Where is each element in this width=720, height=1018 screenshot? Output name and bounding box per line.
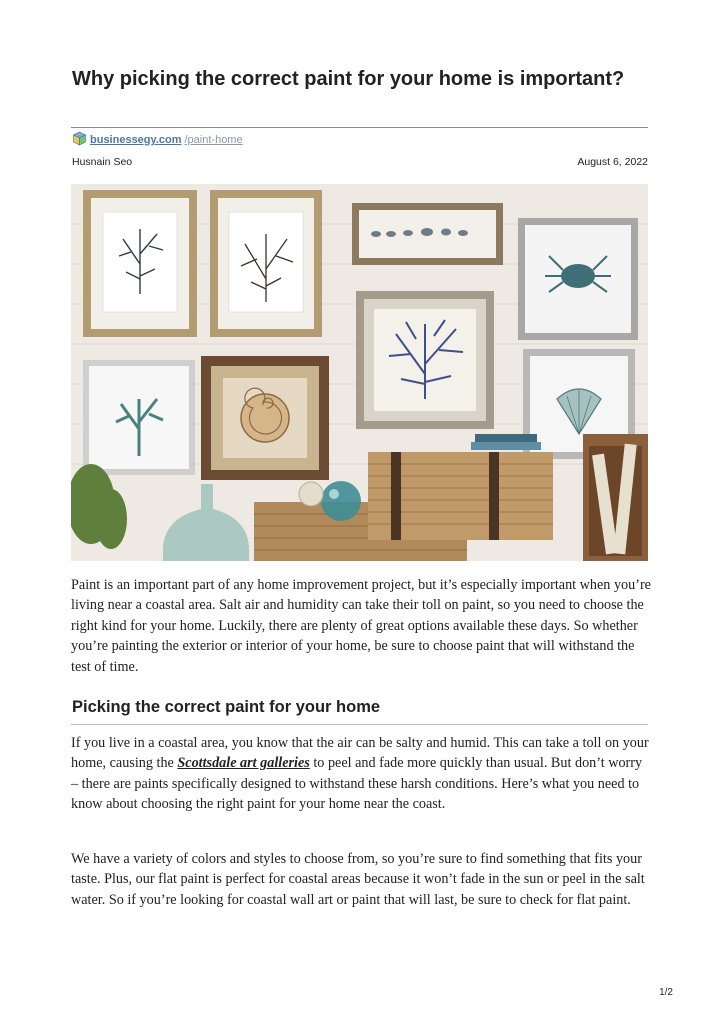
- heading-divider: [71, 724, 648, 725]
- coastal-wall-art-photo: [71, 184, 648, 561]
- paragraph-coastal: [71, 733, 651, 815]
- title-divider: [71, 127, 648, 128]
- article-title: Why picking the correct paint for your home is important?: [72, 68, 625, 90]
- source-path[interactable]: /paint-home: [184, 134, 243, 146]
- page-number: 1/2: [659, 987, 673, 998]
- paragraph-coastal-before: If you live in a coastal area, you know that the air can be salty and humid. This can take a toll on your home, causing the: [71, 735, 649, 772]
- paragraph-flat-paint: We have a variety of colors and styles to choose from, so you’re sure to find something that fits your taste. Plus, our flat paint is perfect for coastal areas because it won’t fade in the sun or peel in the salt water. So if you’re looking for coastal wall art or paint that will last, be sure to check for flat paint.: [71, 851, 645, 908]
- scottsdale-art-galleries-link[interactable]: Scottsdale art galleries: [177, 755, 310, 772]
- paragraph-intro: Paint is an important part of any home improvement project, but it’s especially important when you’re living near a coastal area. Salt air and humidity can take their toll on paint, so you need to choose the right kind for your home. Luckily, there are plenty of great options available these days. So whether you’re painting the exterior or interior of your home, be sure to choose paint that will withstand the test of time.: [71, 577, 651, 675]
- hero-image: [71, 184, 648, 561]
- paragraph-coastal-after: to peel and fade more quickly than usual. But don’t worry – there are paints specifically designed to withstand these harsh conditions. Here’s what you need to know about choosing the right paint for your home near the coast.: [71, 755, 643, 813]
- source-domain[interactable]: businessegy.com: [90, 134, 182, 146]
- publish-date: August 6, 2022: [577, 156, 648, 168]
- author-name: Husnain Seo: [72, 156, 133, 168]
- source-link[interactable]: [72, 132, 243, 148]
- globe-cube-icon: [72, 131, 87, 149]
- section-heading: Picking the correct paint for your home: [72, 698, 381, 716]
